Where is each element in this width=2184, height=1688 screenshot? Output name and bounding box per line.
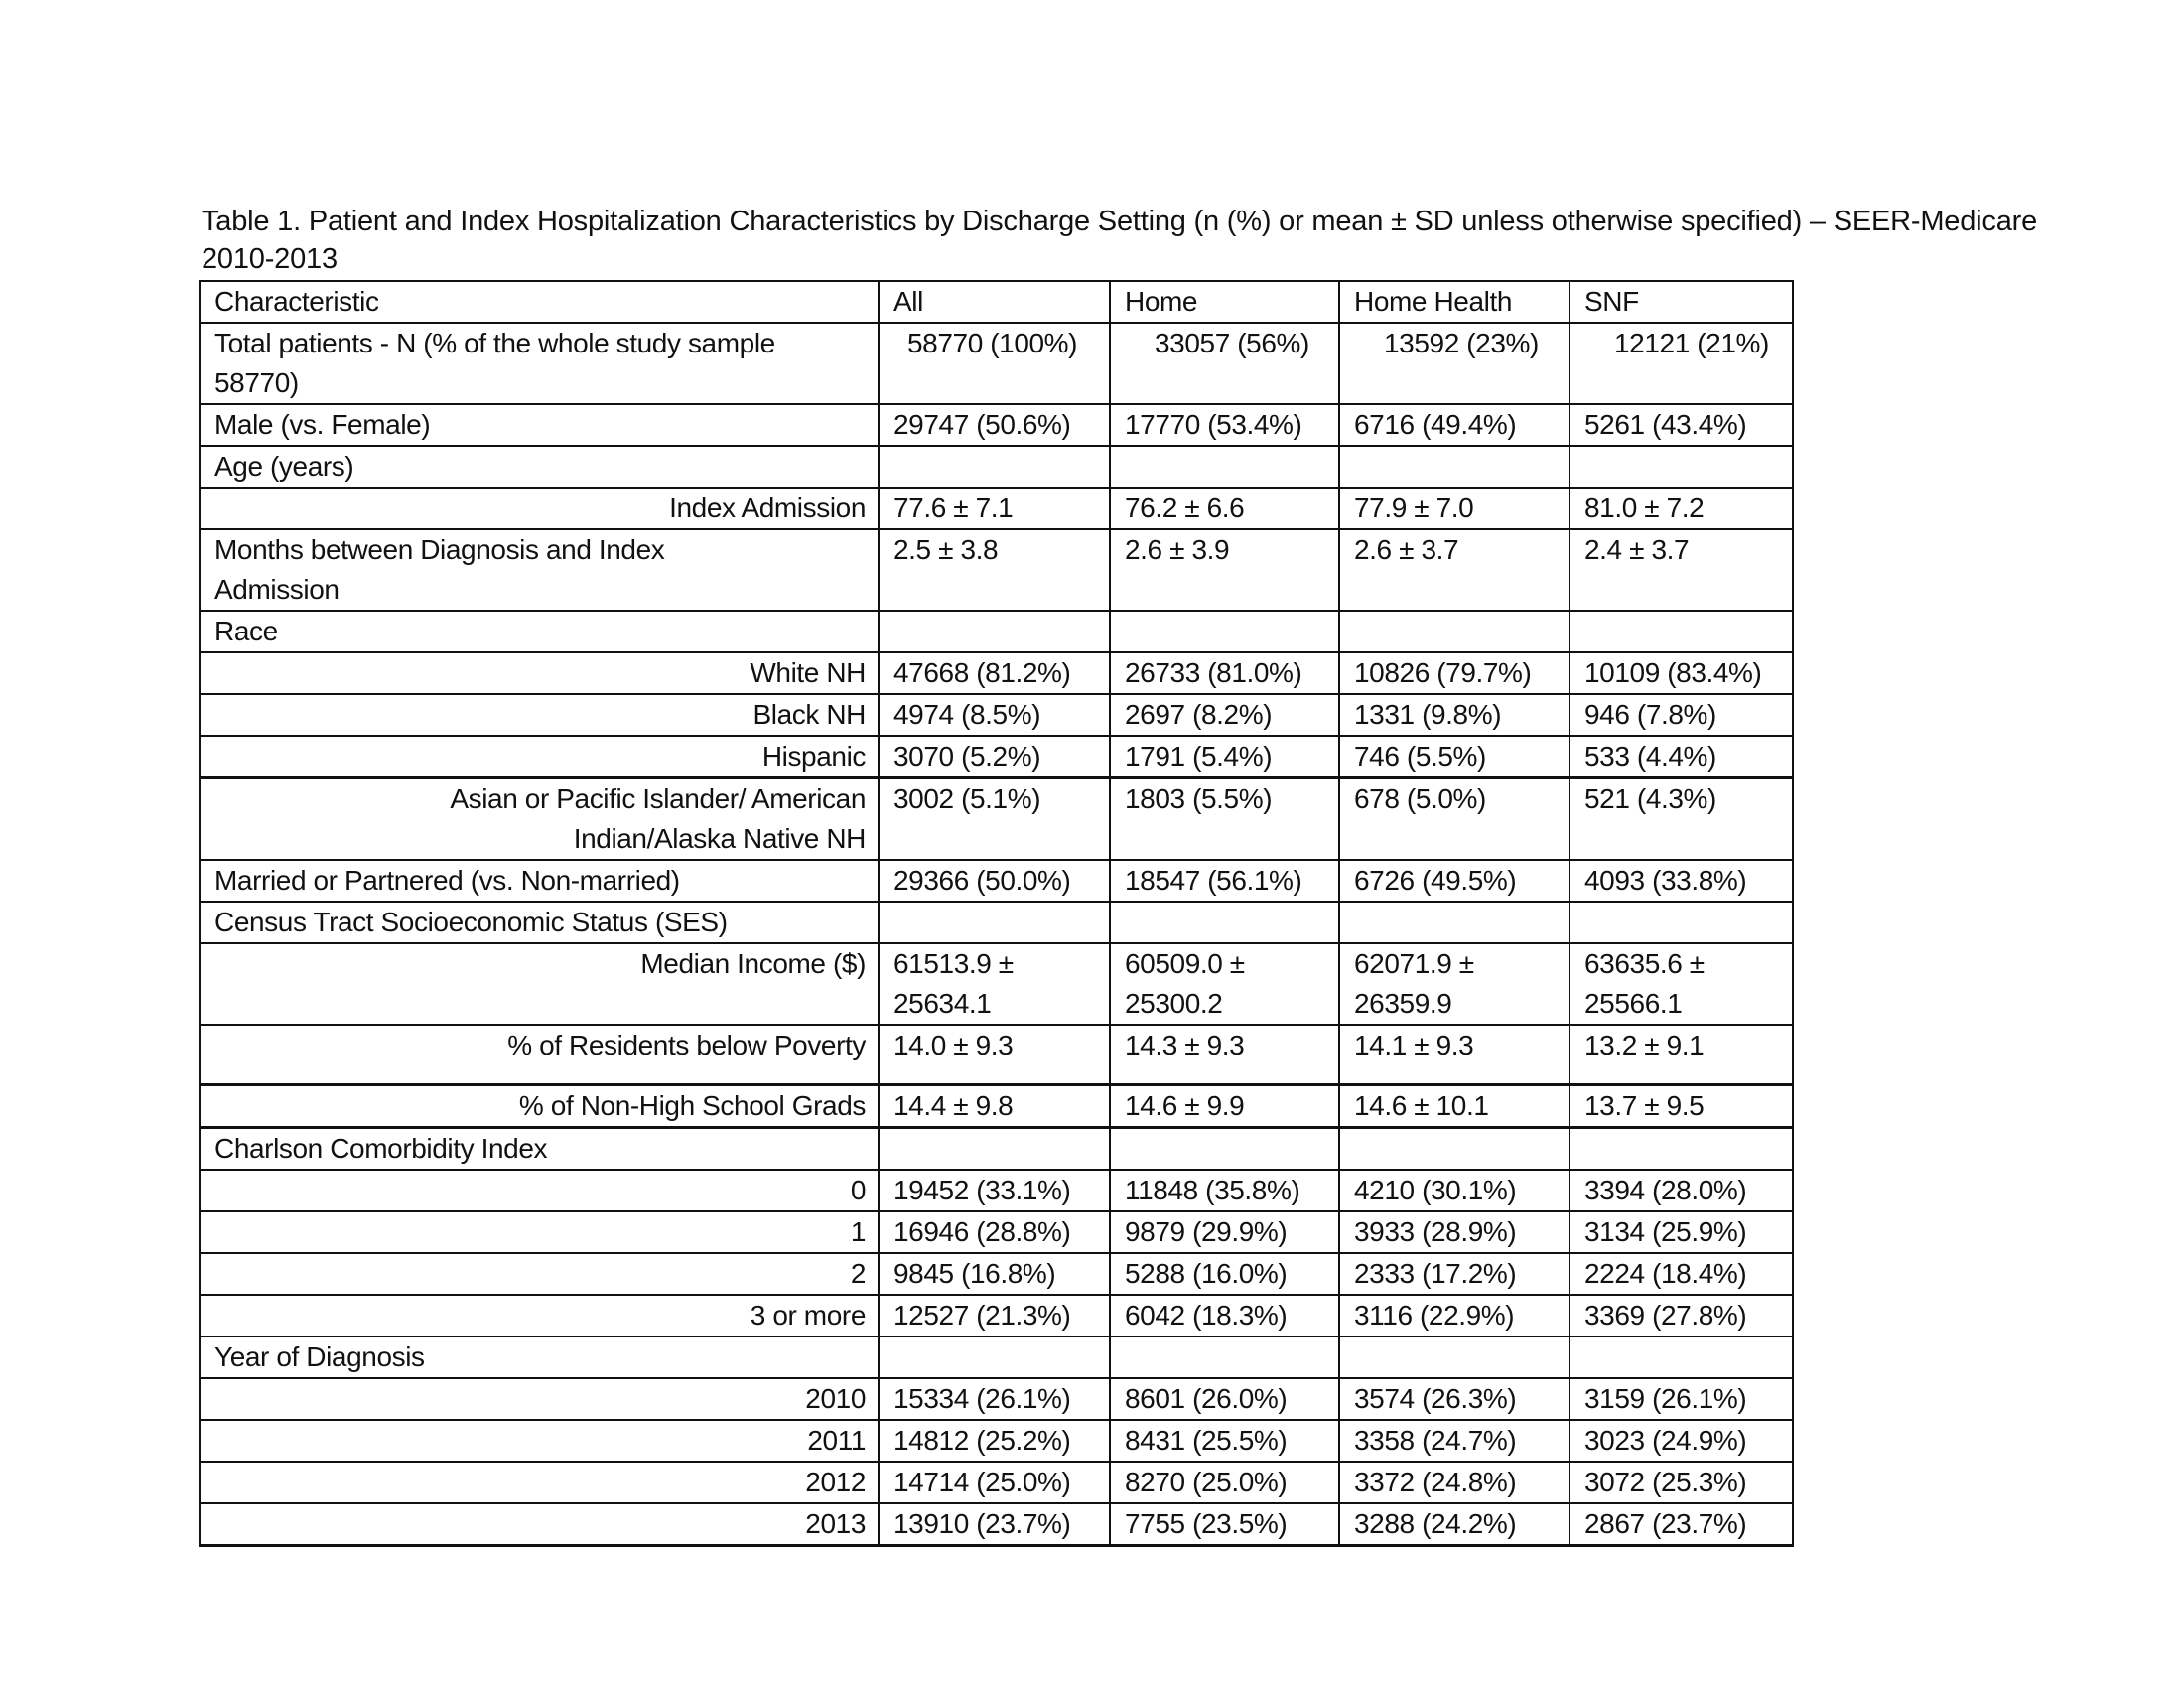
cell-home: [1110, 446, 1339, 488]
cell-all: 29366 (50.0%): [879, 860, 1110, 902]
table-row: [200, 1503, 1793, 1546]
row-label: Index Admission: [200, 488, 879, 529]
cell-snf: 2.4 ± 3.7: [1570, 529, 1793, 611]
table-row: [200, 1025, 1793, 1085]
cell-all: 3070 (5.2%): [879, 736, 1110, 778]
cell-home-health: [1339, 446, 1570, 488]
cell-all: 16946 (28.8%): [879, 1211, 1110, 1253]
cell-home: 18547 (56.1%): [1110, 860, 1339, 902]
cell-all: 29747 (50.6%): [879, 404, 1110, 446]
cell-home: 6042 (18.3%): [1110, 1295, 1339, 1336]
table-row: [200, 1420, 1793, 1462]
cell-home: 11848 (35.8%): [1110, 1170, 1339, 1211]
cell-snf: 3072 (25.3%): [1570, 1462, 1793, 1503]
cell-snf: 5261 (43.4%): [1570, 404, 1793, 446]
cell-all: 14.4 ± 9.8: [879, 1085, 1110, 1128]
cell-home-health: 4210 (30.1%): [1339, 1170, 1570, 1211]
cell-snf: 2224 (18.4%): [1570, 1253, 1793, 1295]
row-label: 2010: [200, 1378, 879, 1420]
cell-home-health: 3288 (24.2%): [1339, 1503, 1570, 1546]
cell-all: 61513.9 ± 25634.1: [879, 943, 1110, 1025]
cell-home: [1110, 611, 1339, 652]
row-label: White NH: [200, 652, 879, 694]
cell-all: 14.0 ± 9.3: [879, 1025, 1110, 1085]
cell-all: 13910 (23.7%): [879, 1503, 1110, 1546]
table-section-row: [200, 446, 1793, 488]
row-label: 1: [200, 1211, 879, 1253]
row-label: Hispanic: [200, 736, 879, 778]
table-row: [200, 1253, 1793, 1295]
cell-all: 14714 (25.0%): [879, 1462, 1110, 1503]
table-header-row: [200, 281, 1793, 323]
cell-snf: [1570, 611, 1793, 652]
cell-snf: 13.7 ± 9.5: [1570, 1085, 1793, 1128]
table-row: [200, 488, 1793, 529]
cell-all: [879, 446, 1110, 488]
column-header-home-health: Home Health: [1339, 281, 1570, 323]
table-row: [200, 1085, 1793, 1128]
table-section-row: [200, 1128, 1793, 1171]
row-label: Married or Partnered (vs. Non-married): [200, 860, 879, 902]
cell-home: [1110, 1128, 1339, 1171]
cell-home: 2697 (8.2%): [1110, 694, 1339, 736]
cell-snf: 946 (7.8%): [1570, 694, 1793, 736]
cell-all: [879, 1336, 1110, 1378]
cell-home-health: 3933 (28.9%): [1339, 1211, 1570, 1253]
table-caption: Table 1. Patient and Index Hospitalization Characteristics by Discharge Setting (n (%) or mean ± SD unless otherwise specified) – SEER-Medicare 2010-2013: [202, 206, 2038, 275]
cell-home-health: 62071.9 ± 26359.9: [1339, 943, 1570, 1025]
cell-snf: 81.0 ± 7.2: [1570, 488, 1793, 529]
row-label: 2013: [200, 1503, 879, 1546]
row-label: 2011: [200, 1420, 879, 1462]
column-header-snf: SNF: [1570, 281, 1793, 323]
cell-snf: [1570, 902, 1793, 943]
table-row: [200, 529, 1793, 611]
table-row: [200, 778, 1793, 861]
cell-home-health: [1339, 611, 1570, 652]
cell-snf: 63635.6 ± 25566.1: [1570, 943, 1793, 1025]
table-section-row: [200, 1336, 1793, 1378]
table-row: [200, 1462, 1793, 1503]
row-label: % of Residents below Poverty: [200, 1025, 879, 1085]
row-label: Months between Diagnosis and Index Admission: [200, 529, 879, 611]
row-label: 2: [200, 1253, 879, 1295]
table-row: [200, 1295, 1793, 1336]
cell-home-health: 6716 (49.4%): [1339, 404, 1570, 446]
cell-snf: [1570, 446, 1793, 488]
table-section-row: [200, 611, 1793, 652]
cell-all: 47668 (81.2%): [879, 652, 1110, 694]
cell-home: 7755 (23.5%): [1110, 1503, 1339, 1546]
cell-snf: 3394 (28.0%): [1570, 1170, 1793, 1211]
cell-all: 58770 (100%): [879, 323, 1110, 404]
cell-snf: 10109 (83.4%): [1570, 652, 1793, 694]
row-label: 0: [200, 1170, 879, 1211]
cell-home: 8431 (25.5%): [1110, 1420, 1339, 1462]
cell-home-health: 77.9 ± 7.0: [1339, 488, 1570, 529]
cell-home: 26733 (81.0%): [1110, 652, 1339, 694]
cell-all: 4974 (8.5%): [879, 694, 1110, 736]
cell-home-health: 6726 (49.5%): [1339, 860, 1570, 902]
cell-snf: 4093 (33.8%): [1570, 860, 1793, 902]
cell-home: 8601 (26.0%): [1110, 1378, 1339, 1420]
row-label: Male (vs. Female): [200, 404, 879, 446]
cell-home: 17770 (53.4%): [1110, 404, 1339, 446]
cell-home-health: 14.1 ± 9.3: [1339, 1025, 1570, 1085]
cell-home-health: 13592 (23%): [1339, 323, 1570, 404]
cell-home: 9879 (29.9%): [1110, 1211, 1339, 1253]
cell-home: 5288 (16.0%): [1110, 1253, 1339, 1295]
table-row: [200, 1170, 1793, 1211]
cell-snf: 533 (4.4%): [1570, 736, 1793, 778]
row-label: 3 or more: [200, 1295, 879, 1336]
cell-snf: 3369 (27.8%): [1570, 1295, 1793, 1336]
table-row: [200, 943, 1793, 1025]
table-section-row: [200, 902, 1793, 943]
section-label: Year of Diagnosis: [200, 1336, 879, 1378]
cell-home-health: 14.6 ± 10.1: [1339, 1085, 1570, 1128]
row-label: 2012: [200, 1462, 879, 1503]
cell-home: 1803 (5.5%): [1110, 778, 1339, 861]
characteristics-table: [199, 280, 1794, 1547]
cell-all: [879, 611, 1110, 652]
cell-home: 2.6 ± 3.9: [1110, 529, 1339, 611]
cell-snf: [1570, 1128, 1793, 1171]
cell-snf: 3134 (25.9%): [1570, 1211, 1793, 1253]
cell-home-health: [1339, 902, 1570, 943]
cell-home: 1791 (5.4%): [1110, 736, 1339, 778]
cell-all: 9845 (16.8%): [879, 1253, 1110, 1295]
cell-home: 14.6 ± 9.9: [1110, 1085, 1339, 1128]
cell-home-health: 678 (5.0%): [1339, 778, 1570, 861]
cell-home-health: [1339, 1336, 1570, 1378]
column-header-all: All: [879, 281, 1110, 323]
cell-home: 14.3 ± 9.3: [1110, 1025, 1339, 1085]
cell-home-health: 746 (5.5%): [1339, 736, 1570, 778]
cell-snf: 3023 (24.9%): [1570, 1420, 1793, 1462]
section-label: Census Tract Socioeconomic Status (SES): [200, 902, 879, 943]
cell-home: 8270 (25.0%): [1110, 1462, 1339, 1503]
cell-all: 12527 (21.3%): [879, 1295, 1110, 1336]
cell-home-health: 1331 (9.8%): [1339, 694, 1570, 736]
cell-snf: 12121 (21%): [1570, 323, 1793, 404]
table-row: [200, 694, 1793, 736]
cell-snf: 521 (4.3%): [1570, 778, 1793, 861]
cell-home: 76.2 ± 6.6: [1110, 488, 1339, 529]
table-row: [200, 860, 1793, 902]
section-label: Race: [200, 611, 879, 652]
table-row: [200, 404, 1793, 446]
table-row: [200, 323, 1793, 404]
cell-home: [1110, 1336, 1339, 1378]
cell-all: 2.5 ± 3.8: [879, 529, 1110, 611]
cell-home-health: 10826 (79.7%): [1339, 652, 1570, 694]
cell-home: 33057 (56%): [1110, 323, 1339, 404]
cell-all: 15334 (26.1%): [879, 1378, 1110, 1420]
section-label: Age (years): [200, 446, 879, 488]
cell-home-health: [1339, 1128, 1570, 1171]
table-row: [200, 1211, 1793, 1253]
cell-home-health: 3372 (24.8%): [1339, 1462, 1570, 1503]
cell-all: 3002 (5.1%): [879, 778, 1110, 861]
column-header-characteristic: Characteristic: [200, 281, 879, 323]
cell-snf: 2867 (23.7%): [1570, 1503, 1793, 1546]
cell-home-health: 2333 (17.2%): [1339, 1253, 1570, 1295]
cell-snf: 13.2 ± 9.1: [1570, 1025, 1793, 1085]
cell-all: 19452 (33.1%): [879, 1170, 1110, 1211]
row-label: Asian or Pacific Islander/ American Indian/Alaska Native NH: [200, 778, 879, 861]
cell-snf: 3159 (26.1%): [1570, 1378, 1793, 1420]
table-row: [200, 652, 1793, 694]
cell-home-health: 3116 (22.9%): [1339, 1295, 1570, 1336]
cell-all: [879, 902, 1110, 943]
cell-home-health: 3574 (26.3%): [1339, 1378, 1570, 1420]
cell-all: 14812 (25.2%): [879, 1420, 1110, 1462]
cell-snf: [1570, 1336, 1793, 1378]
cell-all: 77.6 ± 7.1: [879, 488, 1110, 529]
section-label: Charlson Comorbidity Index: [200, 1128, 879, 1171]
row-label: Total patients - N (% of the whole study sample 58770): [200, 323, 879, 404]
row-label: Median Income ($): [200, 943, 879, 1025]
cell-home-health: 3358 (24.7%): [1339, 1420, 1570, 1462]
cell-all: [879, 1128, 1110, 1171]
cell-home: 60509.0 ± 25300.2: [1110, 943, 1339, 1025]
table-row: [200, 1378, 1793, 1420]
cell-home: [1110, 902, 1339, 943]
row-label: Black NH: [200, 694, 879, 736]
row-label: % of Non-High School Grads: [200, 1085, 879, 1128]
cell-home-health: 2.6 ± 3.7: [1339, 529, 1570, 611]
table-row: [200, 736, 1793, 778]
column-header-home: Home: [1110, 281, 1339, 323]
